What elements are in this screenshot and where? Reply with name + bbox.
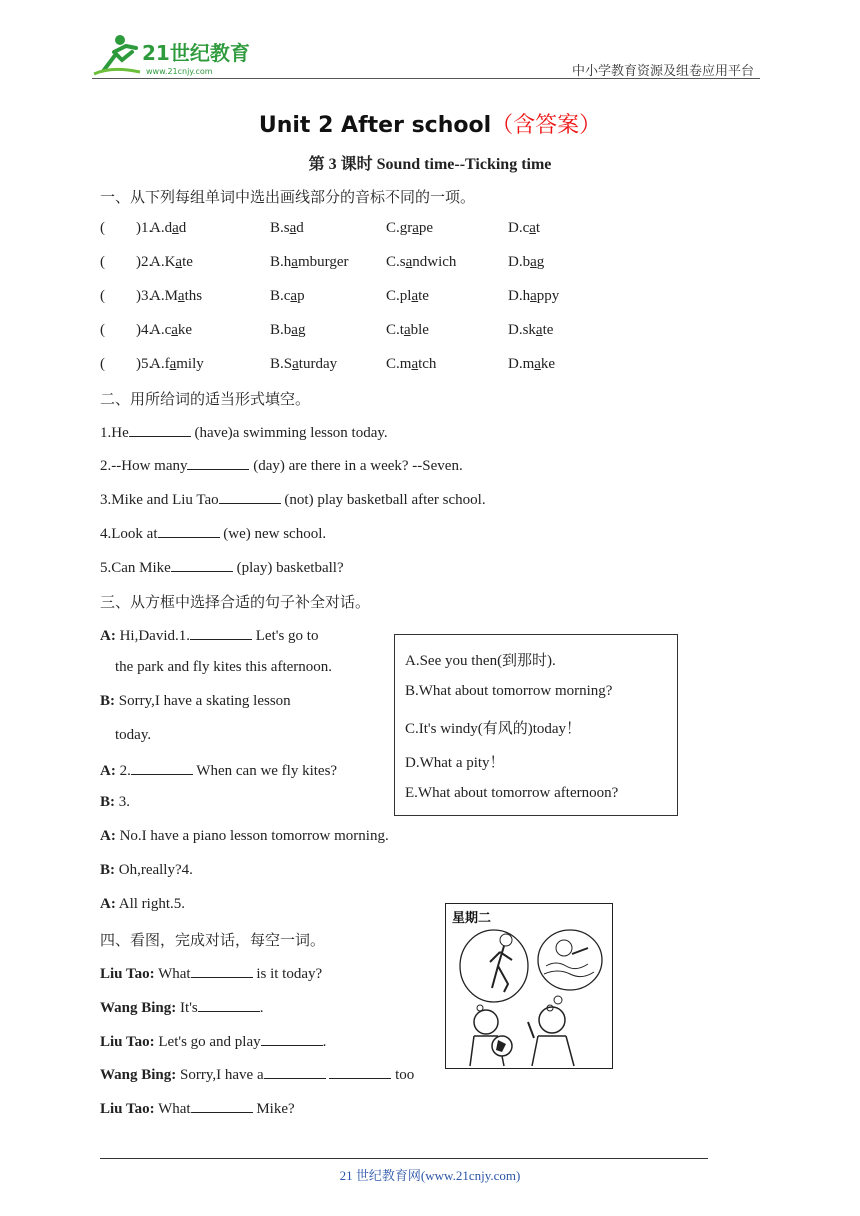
underlined-letter: a xyxy=(169,356,177,372)
logo-text: 21世纪教育 xyxy=(142,41,250,65)
word-part: ppy xyxy=(536,288,560,304)
word-part: C.s xyxy=(386,254,406,270)
word-part: te xyxy=(418,288,429,304)
underlined-letter: a xyxy=(403,322,411,338)
dialog-text: Hi,David.1. xyxy=(115,628,190,644)
answer-blank[interactable] xyxy=(190,626,252,640)
word-part: d xyxy=(296,220,304,236)
dialog-text: . xyxy=(322,1034,327,1050)
underlined-letter: a xyxy=(291,322,298,338)
answer-blank[interactable] xyxy=(198,998,260,1012)
word-part: pe xyxy=(418,220,434,236)
answer-blank[interactable] xyxy=(191,1099,253,1113)
question-paren: ( xyxy=(100,322,105,338)
dialog-text: the park and fly kites this afternoon. xyxy=(115,659,333,675)
answer-blank[interactable] xyxy=(219,490,281,504)
question-hint: (have)a swimming lesson today. xyxy=(190,425,388,441)
word-part: D.c xyxy=(508,220,530,236)
option-a: A.See you then(到那时). xyxy=(405,653,556,669)
word-part: B.S xyxy=(270,356,293,372)
word-part: B.h xyxy=(270,254,292,270)
word-part: p xyxy=(297,288,305,304)
word-part: B.b xyxy=(270,322,292,338)
underlined-letter: a xyxy=(411,288,419,304)
option-a xyxy=(150,288,202,305)
dialog-text: Mike? xyxy=(252,1101,295,1117)
dialog-line xyxy=(100,693,291,710)
section4-heading: 四、看图，完成对话，每空一词。 xyxy=(100,933,326,949)
word-part: mily xyxy=(176,356,204,372)
underlined-letter: a xyxy=(175,254,183,270)
option-b xyxy=(270,356,337,373)
fill-question xyxy=(100,456,463,475)
word-part: D.b xyxy=(508,254,531,270)
dialog-text: today. xyxy=(115,727,152,743)
answer-blank[interactable] xyxy=(191,964,253,978)
option-a xyxy=(150,356,204,373)
word-part: A.M xyxy=(150,288,178,304)
question-number: )1. xyxy=(136,220,153,236)
speaker: A: xyxy=(100,628,116,644)
option-c xyxy=(386,322,429,339)
underlined-letter: a xyxy=(412,220,419,236)
word-part: D.m xyxy=(508,356,535,372)
word-part: turday xyxy=(298,356,338,372)
option-b xyxy=(270,322,305,339)
option-e: E.What about tomorrow afternoon? xyxy=(405,785,619,801)
speaker: A: xyxy=(100,828,116,844)
picture-label: 星期二 xyxy=(452,911,492,926)
tuesday-picture xyxy=(445,903,613,1069)
site-logo xyxy=(92,30,262,80)
word-part: te xyxy=(542,322,554,338)
options-box xyxy=(394,634,678,816)
question-hint: (we) new school. xyxy=(219,526,327,542)
footer-text: 21 世纪教育网(www.21cnjy.com) xyxy=(339,1168,521,1183)
option-d xyxy=(508,220,540,237)
speaker: Liu Tao: xyxy=(100,1034,155,1050)
dialog-text: Let's go to xyxy=(252,628,319,644)
section3-heading: 三、从方框中选择合适的句子补全对话。 xyxy=(100,595,371,611)
dialog-text: What xyxy=(154,1101,191,1117)
dialog-text: too xyxy=(391,1067,415,1083)
word-part: C.t xyxy=(386,322,404,338)
question-hint: (play) basketball? xyxy=(232,560,344,576)
option-b xyxy=(270,254,348,271)
dialog-text: 3. xyxy=(115,794,130,810)
dialog-text: All right.5. xyxy=(115,896,185,912)
dialog-line xyxy=(115,659,332,676)
answer-blank[interactable] xyxy=(158,524,220,538)
option-b xyxy=(270,288,305,305)
logo-url: www.21cnjy.com xyxy=(146,67,213,76)
option-a xyxy=(150,254,193,271)
underlined-letter: a xyxy=(535,322,543,338)
underlined-letter: a xyxy=(530,254,537,270)
footer-divider xyxy=(100,1158,708,1159)
underlined-letter: a xyxy=(534,356,541,372)
option-b xyxy=(270,220,304,237)
speaker: B: xyxy=(100,862,115,878)
option-a xyxy=(150,220,186,237)
word-part: D.sk xyxy=(508,322,536,338)
dialog-line xyxy=(100,896,185,913)
dialog-text: Sorry,I have a xyxy=(176,1067,264,1083)
underlined-letter: a xyxy=(177,288,185,304)
word-part: te xyxy=(182,254,193,270)
dialog-text: . xyxy=(259,1000,264,1016)
dialog-text: It's xyxy=(176,1000,198,1016)
dialog-line xyxy=(100,1032,326,1051)
question-number: )4. xyxy=(136,322,153,338)
underlined-letter: a xyxy=(292,356,299,372)
word-part: g xyxy=(297,322,306,338)
word-part: mburger xyxy=(297,254,349,270)
header-platform-name: 中小学教育资源及组卷应用平台 xyxy=(571,63,754,78)
word-part: tch xyxy=(418,356,437,372)
word-part: ke xyxy=(177,322,193,338)
question-number: )2. xyxy=(136,254,153,270)
fill-question xyxy=(100,490,486,509)
dialog-text: What xyxy=(154,966,191,982)
option-d xyxy=(508,356,555,373)
question-paren: ( xyxy=(100,254,105,270)
question-hint: (day) are there in a week? --Seven. xyxy=(249,458,463,474)
word-part: B.s xyxy=(270,220,290,236)
word-part: C.gr xyxy=(386,220,413,236)
dialog-line xyxy=(100,998,263,1017)
underlined-letter: a xyxy=(171,322,178,338)
dialog-text: No.I have a piano lesson tomorrow morning. xyxy=(115,828,389,844)
word-part: A.f xyxy=(150,356,170,372)
dialog-line xyxy=(100,828,389,845)
word-part: ths xyxy=(184,288,203,304)
dialog-text: When can we fly kites? xyxy=(192,763,338,779)
question-number: )5. xyxy=(136,356,153,372)
dialog-line xyxy=(100,626,318,645)
fill-question xyxy=(100,423,388,442)
speaker: B: xyxy=(100,794,115,810)
dialog-line xyxy=(100,1099,295,1118)
option-d xyxy=(508,288,559,305)
page-title xyxy=(0,108,860,139)
question-text: 1.He xyxy=(100,425,129,441)
option-c xyxy=(386,254,456,271)
answer-blank[interactable] xyxy=(264,1065,326,1079)
word-part: D.h xyxy=(508,288,531,304)
underlined-letter: a xyxy=(290,288,298,304)
word-part: B.c xyxy=(270,288,291,304)
option-d: D.What a pity！ xyxy=(405,755,505,771)
word-part: A.d xyxy=(150,220,173,236)
word-part: A.K xyxy=(150,254,176,270)
answer-blank[interactable] xyxy=(261,1032,323,1046)
question-paren: ( xyxy=(100,220,105,236)
word-part: C.pl xyxy=(386,288,412,304)
underlined-letter: a xyxy=(291,254,298,270)
dialog-text: is it today? xyxy=(252,966,323,982)
question-text: 2.--How many xyxy=(100,458,188,474)
word-part: t xyxy=(535,220,541,236)
speaker: Wang Bing: xyxy=(100,1000,177,1016)
word-part: d xyxy=(178,220,187,236)
answer-blank[interactable] xyxy=(171,558,233,572)
underlined-letter: a xyxy=(405,254,413,270)
speaker: Liu Tao: xyxy=(100,966,155,982)
speaker: A: xyxy=(100,896,116,912)
question-paren: ( xyxy=(100,356,105,372)
dialog-text: Oh,really?4. xyxy=(115,862,193,878)
word-part: C.m xyxy=(386,356,412,372)
dialog-text: Let's go and play xyxy=(154,1034,261,1050)
option-c: C.It's windy(有风的)today！ xyxy=(405,721,582,737)
speaker: Liu Tao: xyxy=(100,1101,155,1117)
question-text: 5.Can Mike xyxy=(100,560,171,576)
underlined-letter: a xyxy=(172,220,179,236)
answer-blank[interactable] xyxy=(129,423,191,437)
underlined-letter: a xyxy=(289,220,297,236)
fill-question xyxy=(100,524,326,543)
speaker: A: xyxy=(100,763,116,779)
question-hint: (not) play basketball after school. xyxy=(280,492,486,508)
option-c xyxy=(386,356,436,373)
underlined-letter: a xyxy=(529,220,536,236)
dialog-line xyxy=(100,1065,432,1084)
word-part: g xyxy=(536,254,545,270)
question-paren: ( xyxy=(100,288,105,304)
dialog-line xyxy=(100,761,337,780)
option-d xyxy=(508,322,553,339)
underlined-letter: a xyxy=(530,288,537,304)
dialog-line xyxy=(100,794,130,811)
speaker: Wang Bing: xyxy=(100,1067,177,1083)
answer-blank[interactable] xyxy=(329,1065,391,1079)
title-note: （含答案） xyxy=(491,113,602,138)
dialog-text: Sorry,I have a skating lesson xyxy=(115,693,291,709)
speaker: B: xyxy=(100,693,115,709)
option-b: B.What about tomorrow morning? xyxy=(405,683,613,699)
fill-question xyxy=(100,558,344,577)
option-c xyxy=(386,220,433,237)
option-c xyxy=(386,288,429,305)
option-d xyxy=(508,254,544,271)
dialog-line xyxy=(100,862,193,879)
dialog-line xyxy=(100,964,322,983)
question-text: 4.Look at xyxy=(100,526,158,542)
question-text: 3.Mike and Liu Tao xyxy=(100,492,219,508)
section1-heading: 一、从下列每组单词中选出画线部分的音标不同的一项。 xyxy=(100,190,476,206)
dialog-text: 2. xyxy=(115,763,131,779)
underlined-letter: a xyxy=(411,356,419,372)
word-part: A.c xyxy=(150,322,172,338)
word-part: ndwich xyxy=(412,254,457,270)
page-subtitle: 第 3 课时 Sound time--Ticking time xyxy=(308,156,552,173)
word-part: ke xyxy=(540,356,556,372)
answer-blank[interactable] xyxy=(131,761,193,775)
question-number: )3. xyxy=(136,288,153,304)
header-divider xyxy=(92,78,760,79)
answer-blank[interactable] xyxy=(187,456,249,470)
word-part: ble xyxy=(410,322,429,338)
title-main: Unit 2 After school xyxy=(258,113,492,138)
option-a xyxy=(150,322,192,339)
dialog-line xyxy=(115,727,151,744)
section2-heading: 二、用所给词的适当形式填空。 xyxy=(100,392,311,408)
